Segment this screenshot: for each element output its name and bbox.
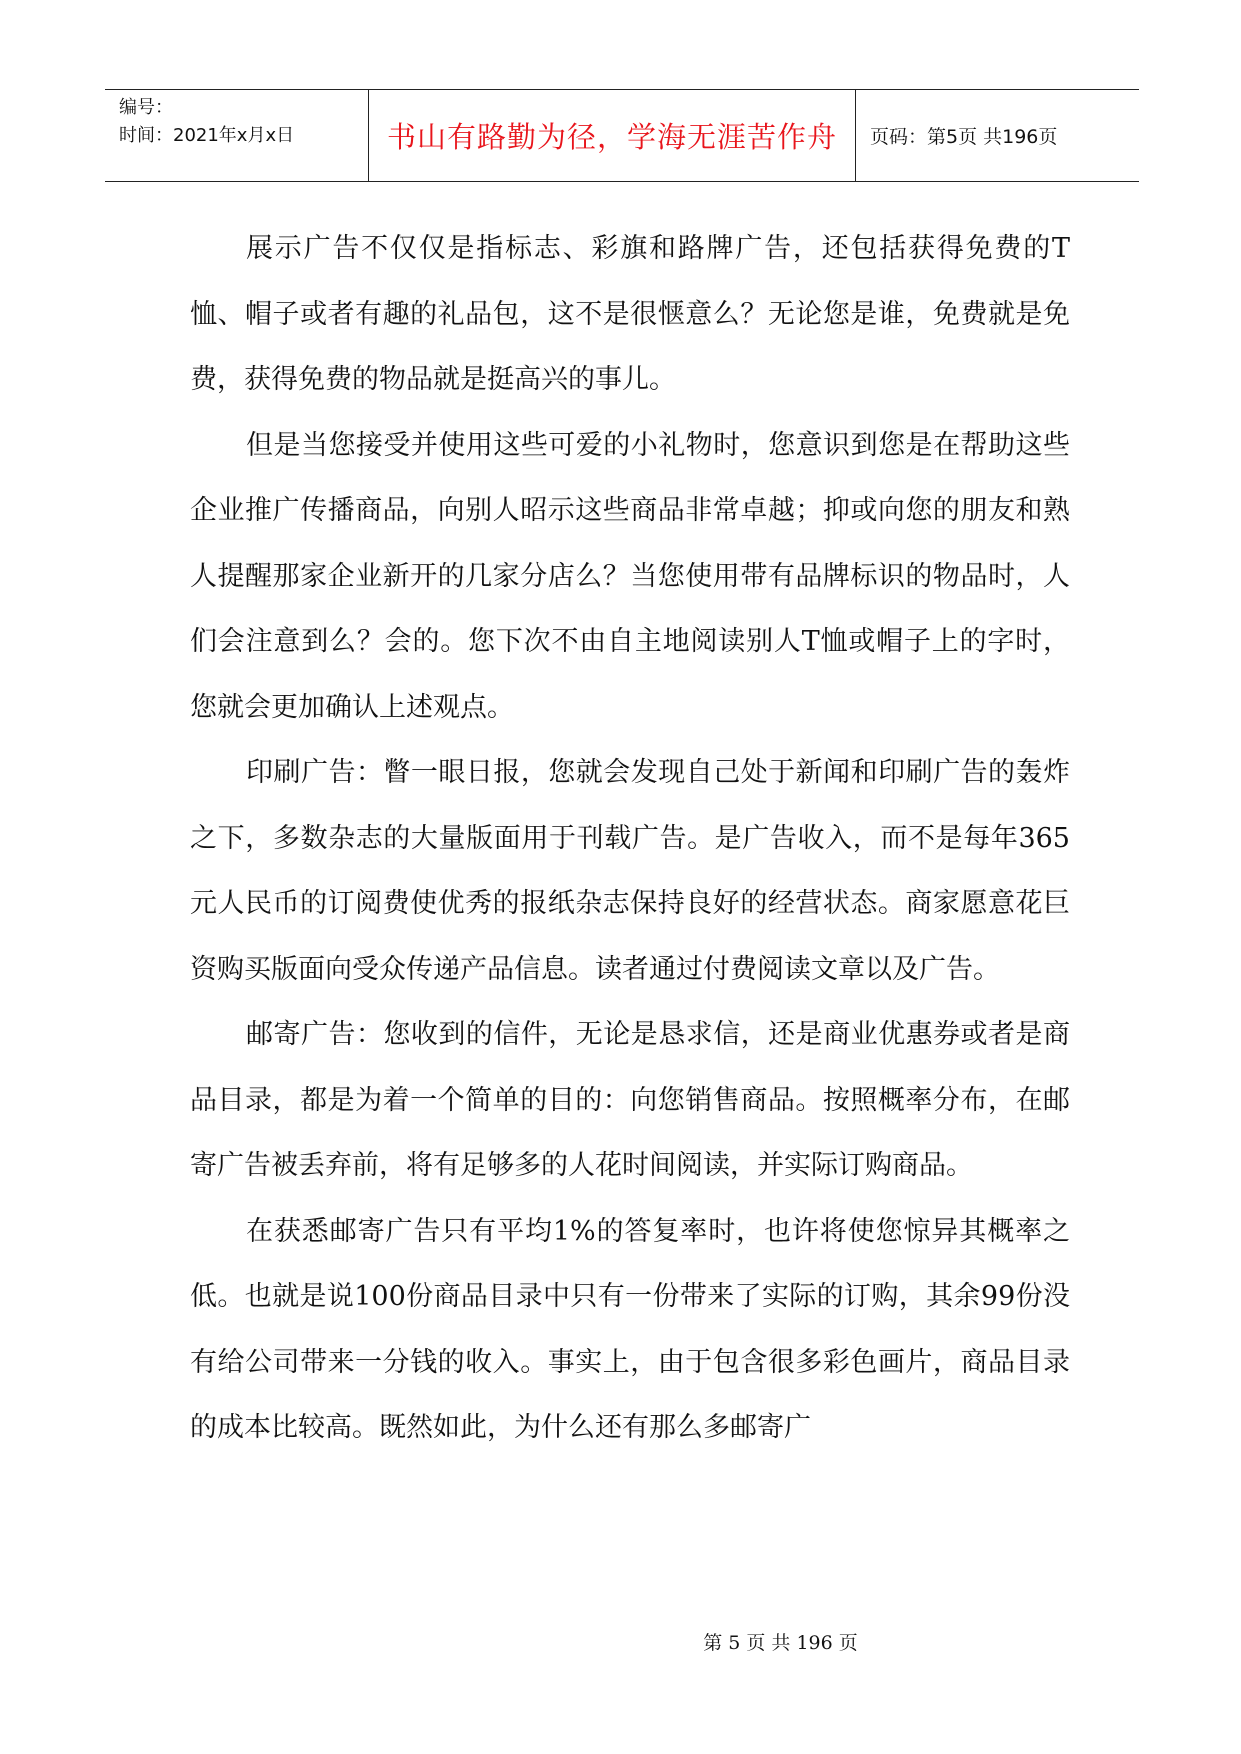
paragraph: 但是当您接受并使用这些可爱的小礼物时，您意识到您是在帮助这些企业推广传播商品，向别人昭示这些商品非常卓越；抑或向您的朋友和熟人提醒那家企业新开的几家分店么？当您使用带有品牌标识的物品时，人们会注意到么？会的。您下次不由自主地阅读别人T恤或帽子上的字时，您就会更加确认上述观点。 (190, 429, 1070, 723)
page-footer: 第 5 页 共 196 页 (703, 1632, 858, 1654)
paragraph: 印刷广告：瞥一眼日报，您就会发现自己处于新闻和印刷广告的轰炸之下，多数杂志的大量版面用于刊载广告。是广告收入，而不是每年365元人民币的订阅费使优秀的报纸杂志保持良好的经营状态。商家愿意花巨资购买版面向受众传递产品信息。读者通过付费阅读文章以及广告。 (190, 757, 1070, 985)
time-label: 时间：2021年x月x日 (119, 125, 295, 146)
page-header (105, 89, 1139, 182)
paragraph: 邮寄广告：您收到的信件，无论是恳求信，还是商业优惠券或者是商品目录，都是为着一个简单的目的：向您销售商品。按照概率分布，在邮寄广告被丢弃前，将有足够多的人花时间阅读，并实际订购商品。 (190, 1019, 1070, 1181)
header-page-label: 页码：第5页 共196页 (870, 126, 1058, 148)
paragraph: 展示广告不仅仅是指标志、彩旗和路牌广告，还包括获得免费的T恤、帽子或者有趣的礼品包，这不是很惬意么？无论您是谁，免费就是免费，获得免费的物品就是挺高兴的事儿。 (190, 233, 1070, 395)
header-meta (105, 90, 369, 181)
number-label: 编号： (119, 97, 173, 118)
header-motto: 书山有路勤为径，学海无涯苦作舟 (369, 90, 856, 181)
paragraph: 在获悉邮寄广告只有平均1%的答复率时，也许将使您惊异其概率之低。也就是说100份商品目录中只有一份带来了实际的订购，其余99份没有给公司带来一分钱的收入。事实上，由于包含很多彩色画片，商品目录的成本比较高。既然如此，为什么还有那么多邮寄广 (190, 1215, 1070, 1443)
document-body (190, 216, 1070, 1461)
